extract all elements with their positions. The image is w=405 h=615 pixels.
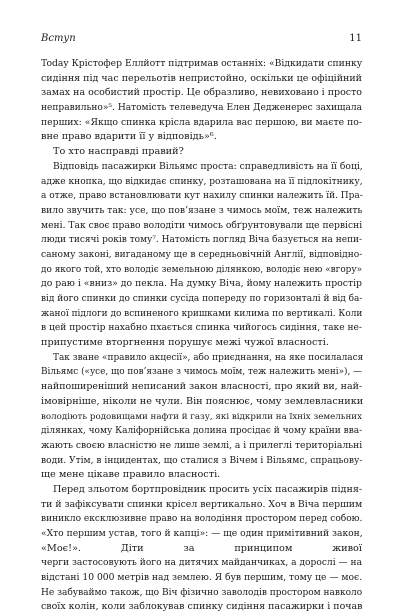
paragraph (41, 145, 362, 160)
text-line: неправильно»⁵. Натомість телеведуча Елен Дедженерес захищала (41, 103, 362, 114)
text-line: своїх колін, коли заблокував спинку сидіння пасажирки і почав (41, 601, 363, 613)
text-line: жають своєю власністю не лише землі, а і прилеглі територіальні (41, 439, 363, 451)
text-line: мені. Так своє право володіти чимось обґрунтовували ще первісні (41, 219, 363, 231)
body-text (41, 57, 362, 615)
text-line: ще мене цікаве правило власності. (41, 469, 221, 481)
text-line: «Моє!». Діти за принципом живої (41, 542, 362, 554)
section-title: Вступ (41, 33, 76, 44)
paragraph (41, 57, 362, 145)
text-line: до якого той, хто володіє земельною ділянкою, володіє нею «вгору» (41, 264, 362, 275)
text-line: Відповідь пасажирки Вільямс проста: справедливість на її боці, (53, 160, 363, 172)
text-line: саному законі, вигаданому ще в середньовічній Англії, відповідно- (41, 249, 363, 260)
text-line: а отже, право встановлювати кут нахилу спинки належить їй. Пра- (41, 191, 363, 202)
text-line: припустиме вторгнення порушує межі чужої власності. (41, 337, 329, 349)
text-line: Today Крістофер Еллйотт підтримав останніх: «Відкидати спинку (41, 58, 363, 69)
text-line: виникло ексклюзивне право на володіння простором перед собою. (41, 514, 363, 525)
text-line: Перед зльотом бортпровідник просить усіх пасажирів підня- (53, 483, 363, 495)
text-line: жаної підлоги до вспиненого кришками килима по вертикалі. Коли (41, 308, 363, 319)
text-line: імовірніше, ніколи не чули. Він пояснює, чому землевласники (41, 395, 364, 407)
text-line: черги застосовують його на дитячих майданчиках, а дорослі — на (41, 558, 362, 569)
text-line: від його спинки до спинки сусіда попереду по горизонталі й від ба- (41, 294, 363, 304)
text-line: люди тисячі років тому⁷. Натомість погляд Віча базується на непи- (41, 235, 362, 246)
text-line: відстані 10 000 метрів над землею. Я був першим, тому це — моє. (41, 572, 363, 584)
text-line: ділянках, чому Каліфорнійська долина просідає й чому країни вва- (41, 426, 363, 437)
text-line: володіють родовищами нафти й газу, які відкрили на їхніх земельних (41, 411, 362, 422)
paragraph (41, 160, 362, 351)
text-line: Не забуваймо також, що Віч фізично заволодів простором навколо (41, 587, 363, 598)
text-line: до раю і «вниз» до пекла. На думку Віча, йому належить простір (41, 278, 362, 290)
text-line: вило звучить так: усе, що пов’язане з чимось моїм, теж належить (41, 204, 363, 216)
text-line: найпоширеніший неписаний закон власності, про який ви, най- (41, 381, 363, 393)
paragraph (41, 483, 362, 615)
text-line: Так зване «правило акцесії», або приєднання, на яке посилалася (53, 352, 364, 363)
text-line: вне право вдарити її у відповідь»⁶. (41, 131, 217, 143)
text-line: в цей простір нахабно пхається спинка чийогось сидіння, таке не- (41, 323, 362, 334)
text-line: адже кнопка, що відкидає спинку, розташована на її підлокітнику, (41, 176, 363, 187)
text-line: ти й зафіксувати спинки крісел вертикально. Хоч в Віча першим (41, 498, 363, 510)
text-line: води. Утім, в інцидентах, що сталися з Вічем і Вільямс, спрацьову- (41, 455, 363, 466)
text-line: «Хто першим устав, того й капці»: — ще один примітивний закон, (41, 528, 363, 539)
running-header (41, 33, 362, 47)
text-line: замах на особистий простір. Це образливо, невиховано і просто (41, 87, 362, 99)
paragraph (41, 351, 362, 483)
text-line: То хто насправді правий? (53, 146, 184, 158)
text-line: сидіння під час перельотів непристойно, оскільки це офіційний (41, 72, 362, 84)
text-line: Вільямс («усе, що пов’язане з чимось моїм, теж належить мені»), — (41, 367, 362, 378)
text-line: перших: «Якщо спинка крісла вдарила вас першою, ви маєте по- (41, 116, 362, 128)
page-number: 11 (349, 33, 362, 44)
